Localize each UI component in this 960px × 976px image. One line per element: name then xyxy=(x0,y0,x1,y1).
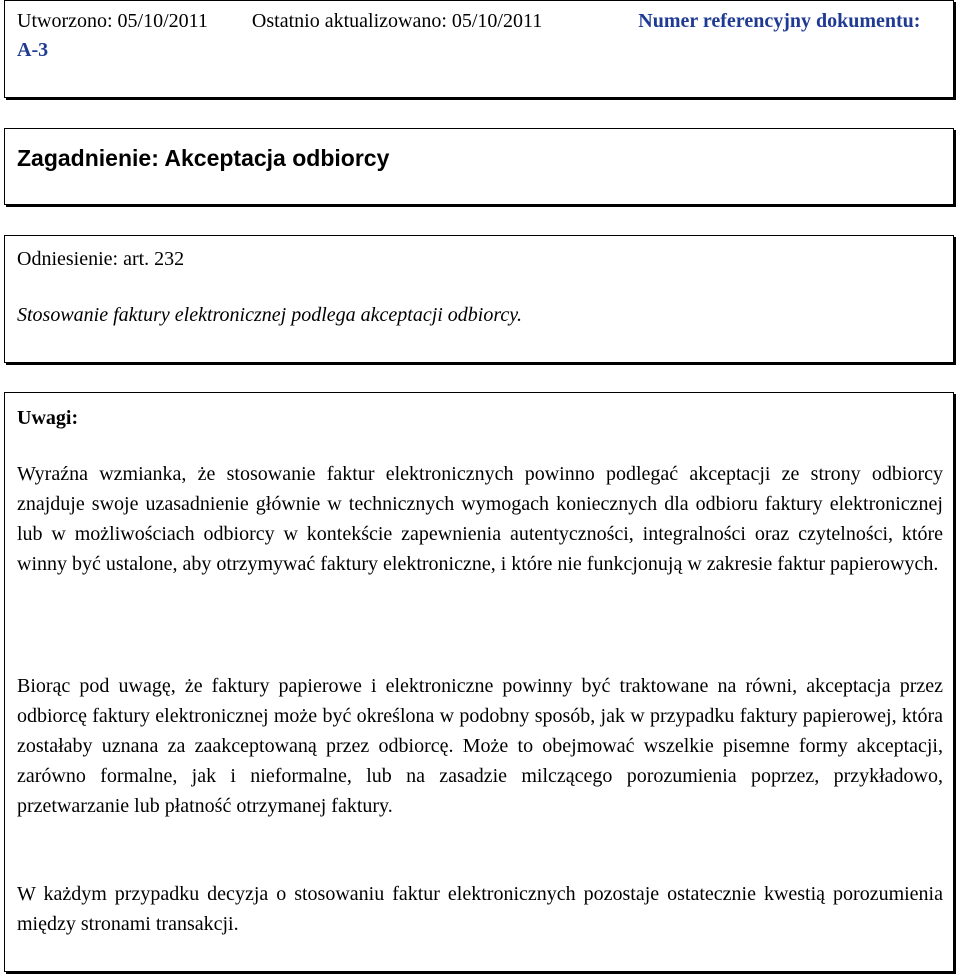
updated-date: 05/10/2011 xyxy=(451,10,543,32)
doc-ref-value: A-3 xyxy=(17,39,49,61)
created-label: Utworzono: xyxy=(17,10,113,32)
topic-title: Zagadnienie: Akceptacja odbiorcy xyxy=(17,145,390,171)
doc-ref-label: Numer referencyjny dokumentu: xyxy=(638,10,921,32)
notes-label: Uwagi: xyxy=(17,407,79,429)
reference-section xyxy=(4,235,954,363)
updated-label: Ostatnio aktualizowano: xyxy=(251,10,447,32)
notes-paragraph: Wyraźna wzmianka, że stosowanie faktur elektronicznych powinno podlegać akceptacji ze strony odbiorcy znajduje swoje uzasadnienie głównie w technicznych wymogach koniecznych dla odbioru faktury elektronicznej lub w możliwościach odbiorcy w kontekście zapewnienia autentyczności, integralności oraz czytelności, które winny być ustalone, aby otrzymywać faktury elektroniczne, i które nie funkcjonują w zakresie faktur papierowych. xyxy=(17,463,943,575)
document-header xyxy=(4,0,954,98)
notes-section xyxy=(4,392,954,972)
created-date: 05/10/2011 xyxy=(117,10,208,32)
header-metadata xyxy=(17,7,937,65)
reference-statement: Stosowanie faktury elektronicznej podlega akceptacji odbiorcy. xyxy=(17,304,523,326)
topic-section xyxy=(4,128,954,205)
notes-paragraph: Biorąc pod uwagę, że faktury papierowe i elektroniczne powinny być traktowane na równi, akceptacja przez odbiorcę faktury elektronicznej może być określona w podobny sposób, jak w przypadku faktury papierowej, która zostałaby uznana za zaakceptowaną przez odbiorcę. Może to obejmować wszelkie pisemne formy akceptacji, zarówno formalne, jak i nieformalne, lub na zasadzie milczącego porozumienia poprzez, przykładowo, przetwarzanie lub płatność otrzymanej faktury. xyxy=(17,675,943,817)
notes-paragraph: W każdym przypadku decyzja o stosowaniu faktur elektronicznych pozostaje ostatecznie kwestią porozumienia między stronami transakcji. xyxy=(17,883,943,935)
reference-article: Odniesienie: art. 232 xyxy=(17,248,185,270)
